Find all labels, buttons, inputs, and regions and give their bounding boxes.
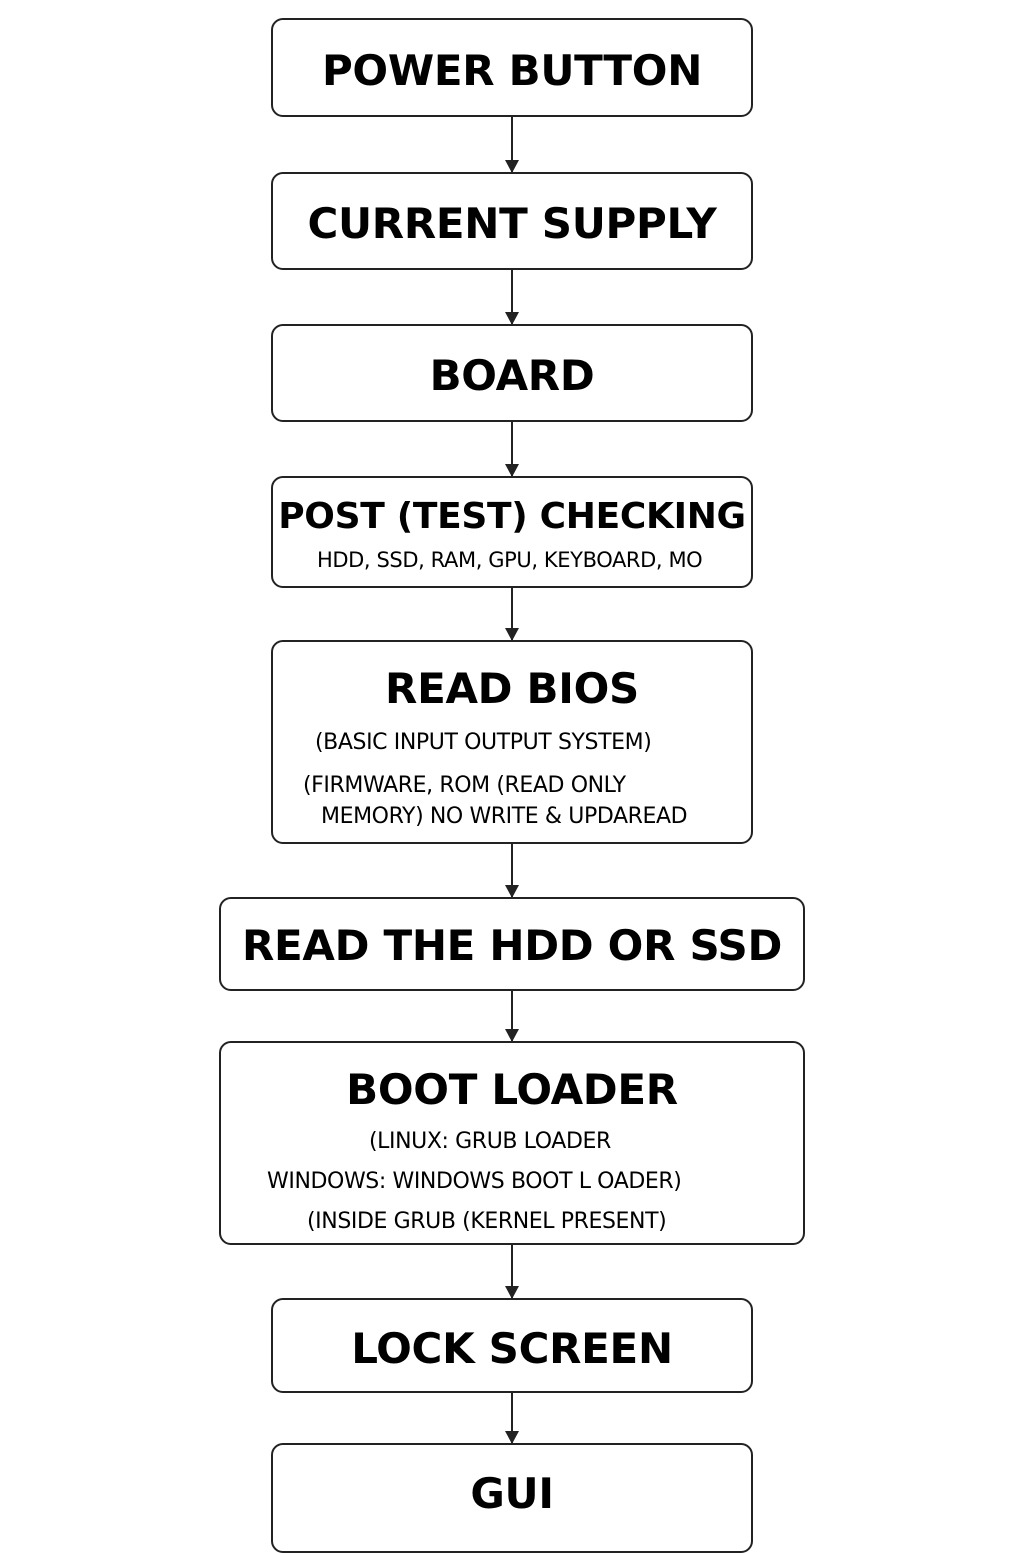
node-boot-loader (219, 1041, 805, 1245)
node-detail: HDD, SSD, RAM, GPU, KEYBOARD, MO (317, 548, 703, 572)
node-power-button (271, 18, 753, 117)
node-detail: (INSIDE GRUB (KERNEL PRESENT) (307, 1209, 667, 1234)
node-detail: MEMORY) NO WRITE & UPDAREAD (321, 804, 688, 829)
node-detail: (BASIC INPUT OUTPUT SYSTEM) (315, 730, 652, 755)
node-title: BOOT LOADER (346, 1065, 678, 1114)
arrow-down-icon (511, 991, 513, 1041)
node-title: GUI (470, 1469, 554, 1518)
arrow-down-icon (511, 844, 513, 897)
node-title: READ BIOS (385, 664, 639, 713)
node-detail: (FIRMWARE, ROM (READ ONLY (303, 773, 626, 798)
node-current-supply (271, 172, 753, 270)
node-post-checking (271, 476, 753, 588)
node-read-bios (271, 640, 753, 844)
node-title: LOCK SCREEN (351, 1324, 673, 1373)
arrow-down-icon (511, 1393, 513, 1443)
arrow-down-icon (511, 588, 513, 640)
node-lock-screen (271, 1298, 753, 1393)
node-title: CURRENT SUPPLY (307, 199, 717, 248)
node-board (271, 324, 753, 422)
node-title: READ THE HDD OR SSD (241, 921, 783, 970)
node-read-hdd-ssd (219, 897, 805, 991)
node-title: POWER BUTTON (321, 46, 703, 95)
node-title: BOARD (429, 351, 595, 400)
arrow-down-icon (511, 270, 513, 324)
arrow-down-icon (511, 1245, 513, 1298)
node-detail: (LINUX: GRUB LOADER (369, 1129, 611, 1154)
node-gui (271, 1443, 753, 1553)
node-detail: WINDOWS: WINDOWS BOOT L OADER) (267, 1169, 682, 1194)
arrow-down-icon (511, 117, 513, 172)
arrow-down-icon (511, 422, 513, 476)
node-title: POST (TEST) CHECKING (278, 496, 746, 537)
